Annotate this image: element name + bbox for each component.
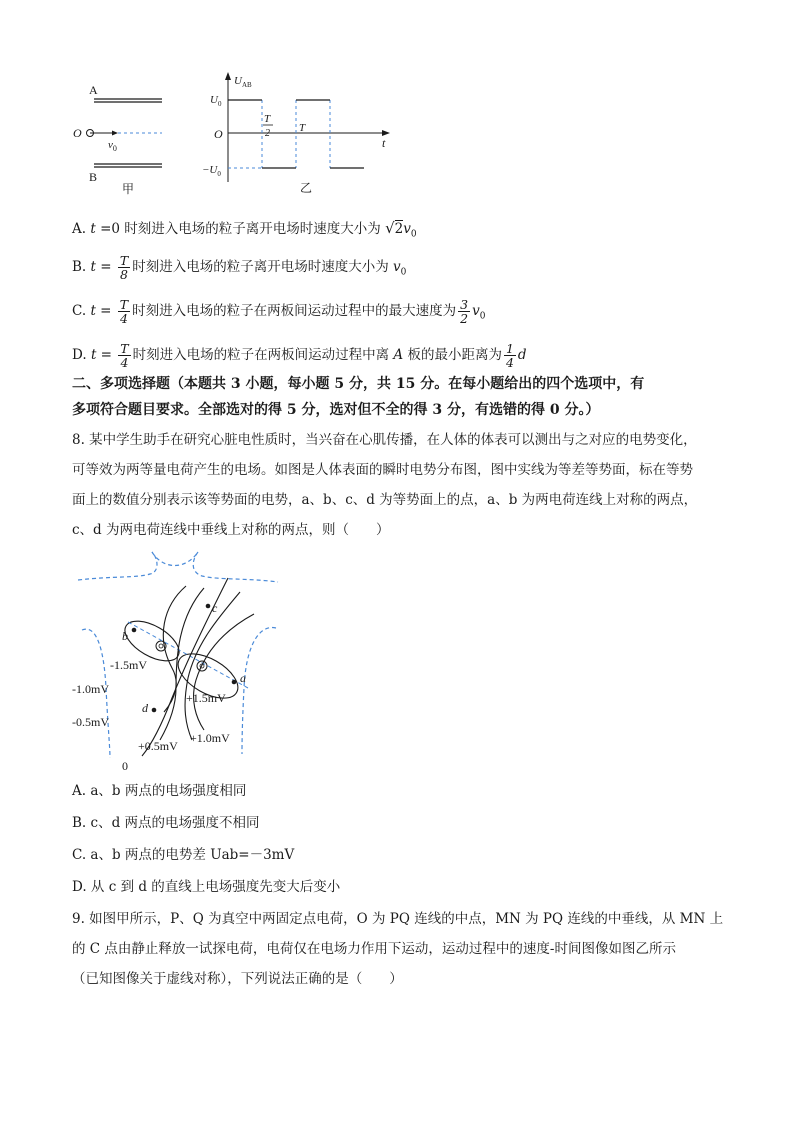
fraction-1-4: $\frac{1}{4}$ (505, 341, 514, 370)
q8-option-d: D. 从 c 到 d 的直线上电场强度先变大后变小 (72, 879, 341, 895)
q9-stem-line3: （已知图像关于虚线对称），下列说法正确的是（ ） (72, 971, 403, 987)
q8-option-b: B. c、d 两点的电场强度不相同 (72, 815, 260, 831)
body-outline-neck-right (193, 552, 278, 582)
q9-stem-line1: 9. 如图甲所示，P、Q 为真空中两固定点电荷，O 为 PQ 连线的中点，MN 为 PQ 连线的中垂线，从 MN 上 (72, 911, 724, 927)
origin-label: O (214, 127, 223, 141)
point-b (132, 628, 137, 633)
fraction-t-4: $\frac{T}{4}$ (119, 297, 129, 326)
t-half-num: T (264, 113, 271, 125)
q8-stem-line1: 8. 某中学生助手在研究心脏电性质时，当兴奋在心肌传播，在人体的体表可以测出与之对应的电势变化， (72, 432, 697, 448)
figure-jia-caption: 甲 (122, 182, 135, 196)
fraction-t-8: $\frac{T}{8}$ (119, 253, 129, 282)
t-half-den: 2 (265, 128, 270, 139)
origin-label: O (73, 126, 82, 140)
label-neg05: -0.5mV (72, 715, 109, 729)
q7-option-b: B. t = $\frac{T}{8}$ 时刻进入电场的粒子离开电场时速度大小为 $v_0$ (72, 253, 407, 282)
label-pos15: +1.5mV (186, 691, 226, 705)
label-zero: 0 (122, 759, 128, 773)
figure-body-potential (68, 548, 288, 776)
u-axis-label: $U_{AB}$ (234, 75, 252, 89)
plate-a-label: A (89, 83, 98, 97)
label-neg10: -1.0mV (72, 682, 109, 696)
body-outline-right-arm (242, 628, 276, 755)
label-pos10: +1.0mV (190, 731, 230, 745)
equipotential-neg10 (163, 586, 186, 712)
u0-label: $U_0$ (210, 94, 222, 108)
q7-option-a: A. t =0 时刻进入电场的粒子离开电场时速度大小为 $√2v_0$ (72, 219, 417, 240)
fraction-t-4: $\frac{T}{4}$ (120, 341, 129, 370)
q8-stem-line3: 面上的数值分别表示该等势面的电势，a、b、c、d 为等势面上的点，a、b 为两电荷连线上对称的两点， (72, 492, 698, 508)
q8-option-a: A. a、b 两点的电场强度相同 (72, 783, 247, 799)
q9-stem-line2: 的 C 点由静止释放一试探电荷，电荷仅在电场力作用下运动，运动过程中的速度-时间图像如图乙所示 (72, 941, 676, 957)
body-outline-neck (152, 552, 198, 566)
velocity-arrow-icon (112, 131, 118, 136)
figure-yi-caption: 乙 (300, 181, 313, 195)
figure-jia (70, 78, 180, 198)
q8-option-c: C. a、b 两点的电势差 Uab=－3mV (72, 847, 295, 863)
point-d (152, 708, 157, 713)
point-c (206, 604, 211, 609)
point-d-label: d (142, 701, 148, 715)
q7-option-d: D. t = $\frac{T}{4}$ 时刻进入电场的粒子在两板间运动过程中离 A 板的最小距离为 $\frac{1}{4}$ d (72, 341, 527, 370)
q7-option-c: C. t = $\frac{T}{4}$ 时刻进入电场的粒子在两板间运动过程中的最大速度为 $\frac{3}{2}$ $v_0$ (72, 297, 486, 326)
label-pos05: +0.5mV (138, 739, 178, 753)
label-neg15: -1.5mV (110, 658, 147, 672)
body-outline-neck-left (78, 552, 157, 580)
point-a (232, 680, 237, 685)
q8-stem-line2: 可等效为两等量电荷产生的电场。如图是人体表面的瞬时电势分布图，图中实线为等差等势面，标在等势 (72, 462, 693, 478)
u-axis-arrow-icon (225, 72, 231, 80)
t-axis-label: t (382, 136, 386, 150)
sqrt-icon: √ (385, 219, 395, 237)
point-a-label: a (240, 671, 246, 685)
neg-u0-label: $-U_0$ (202, 164, 221, 178)
section-2-heading: 二、多项选择题（本题共 3 小题，每小题 5 分，共 15 分。在每小题给出的四个选项中，有 (72, 376, 645, 392)
t-label: T (299, 122, 306, 134)
figure-yi (198, 70, 398, 198)
fraction-3-2: $\frac{3}{2}$ (460, 297, 469, 326)
plate-b-label: B (89, 170, 98, 184)
point-b-label: b (122, 629, 128, 643)
point-c-label: c (212, 601, 218, 615)
q8-stem-line4: c、d 为两电荷连线中垂线上对称的两点，则（ ） (72, 522, 390, 538)
v0-label: $v_0$ (108, 139, 117, 153)
section-2-heading-cont: 多项符合题目要求。全部选对的得 5 分，选对但不全的得 3 分，有选错的得 0 分。） (72, 402, 600, 418)
